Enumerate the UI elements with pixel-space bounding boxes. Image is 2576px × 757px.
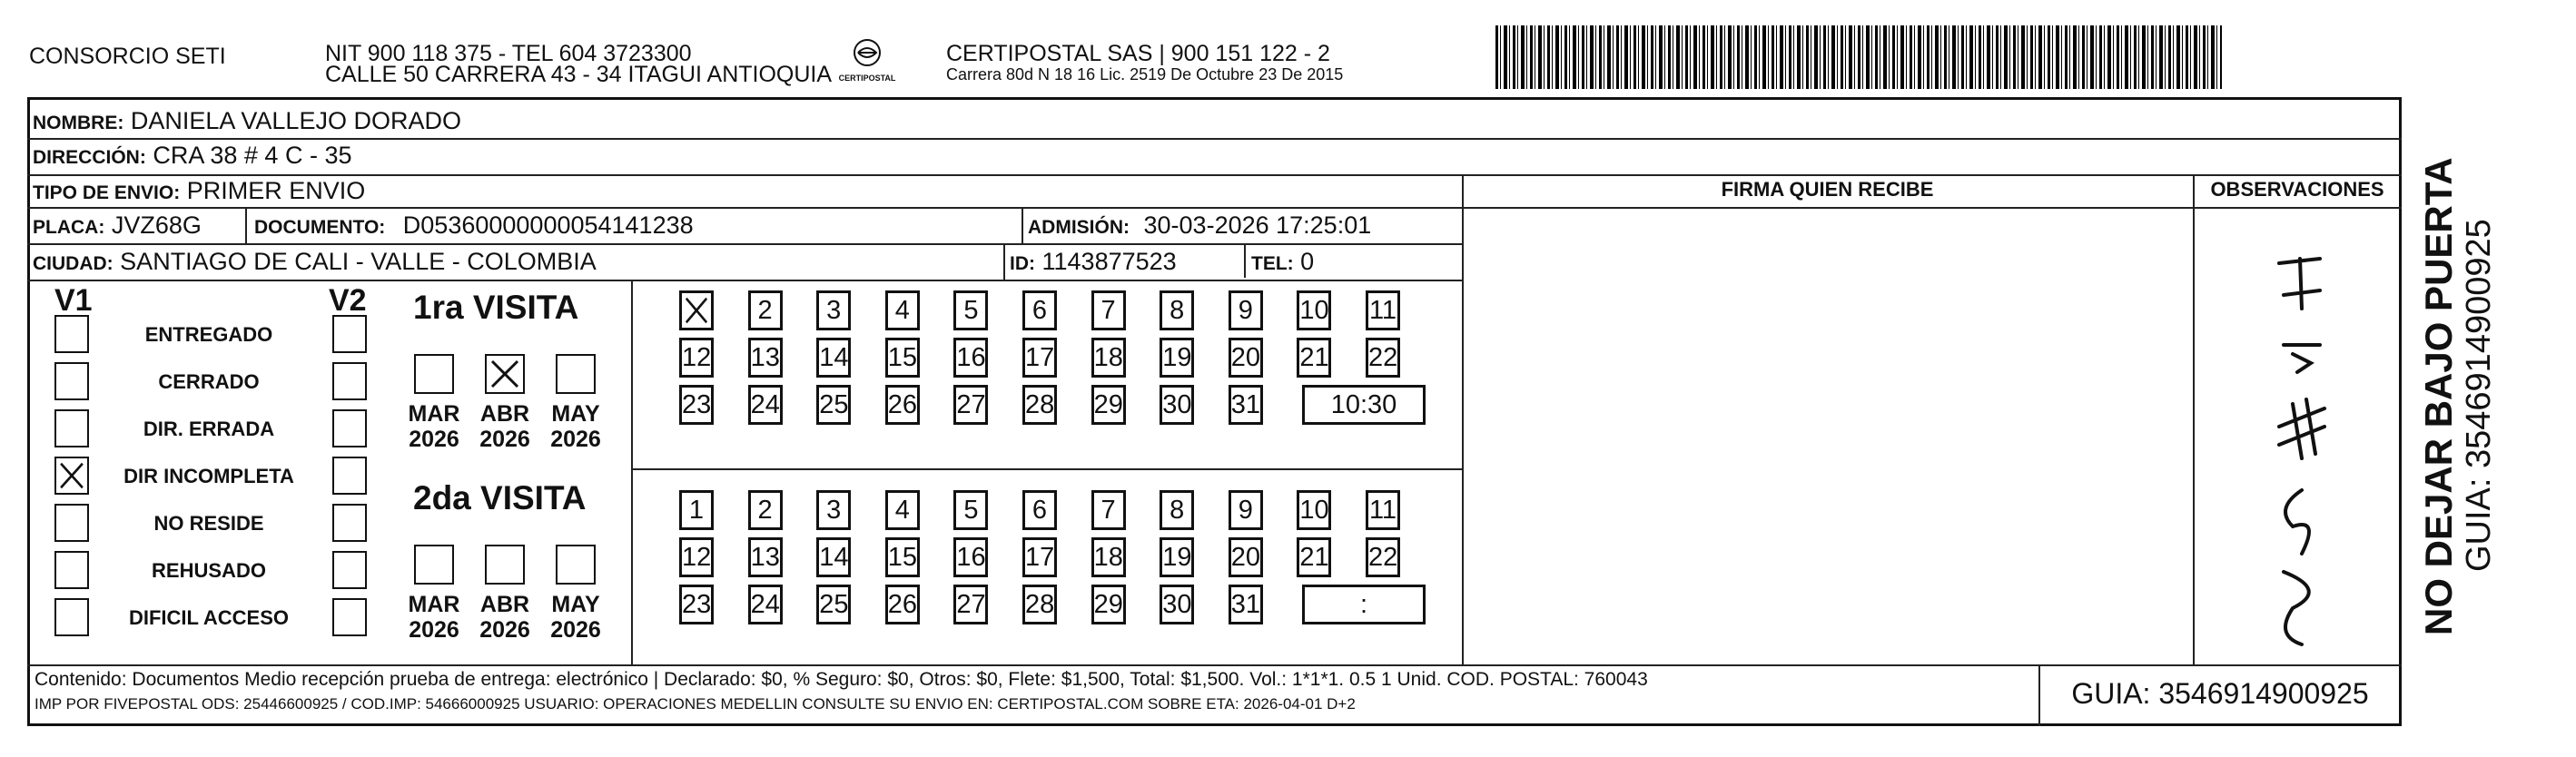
second-visit-day-8[interactable]: 8 (1160, 490, 1194, 530)
admision-label: ADMISIÓN: (1028, 217, 1130, 238)
v2-checkbox[interactable] (332, 504, 367, 542)
documento-label: DOCUMENTO: (254, 217, 386, 238)
imp-line: IMP POR FIVEPOSTAL ODS: 25446600925 / COD.IMP: 54666000925 USUARIO: OPERACIONES MEDELLIN CONSULTE SU ENVIO EN: CERTIPOSTAL.COM SOBRE ETA: 2026-04-01 D+2 (35, 695, 1356, 713)
placa-row (33, 209, 202, 244)
certipostal-logo (831, 38, 903, 93)
first-visit-day-29[interactable]: 29 (1091, 385, 1126, 425)
second-visit-day-22[interactable]: 22 (1366, 537, 1400, 577)
second-visit-day-23[interactable]: 23 (679, 585, 714, 624)
tel-label: TEL: (1251, 253, 1294, 274)
side-text (2415, 118, 2524, 635)
second-visit-day-13[interactable]: 13 (748, 537, 783, 577)
first-visit-day-27[interactable]: 27 (953, 385, 988, 425)
direccion-label: DIRECCIÓN: (33, 147, 146, 168)
first-visit-day-21[interactable]: 21 (1297, 338, 1331, 378)
second-visit-day-30[interactable]: 30 (1160, 585, 1194, 624)
v2-checkbox[interactable] (332, 409, 367, 447)
second-visit-day-6[interactable]: 6 (1022, 490, 1057, 530)
check-x-icon (56, 458, 87, 493)
logo-text: CERTIPOSTAL (838, 74, 896, 83)
id-label: ID: (1010, 253, 1035, 274)
v2-checkbox[interactable] (332, 457, 367, 495)
tipo-value: PRIMER ENVIO (186, 177, 366, 204)
second-visit-day-31[interactable]: 31 (1229, 585, 1263, 624)
license-line: Carrera 80d N 18 16 Lic. 2519 De Octubre 23 De 2015 (946, 65, 1344, 84)
second-visit-day-10[interactable]: 10 (1297, 490, 1331, 530)
first-visit-day-1[interactable] (679, 290, 714, 330)
first-visit-month-label: MAR (408, 401, 460, 427)
second-visit-day-27[interactable]: 27 (953, 585, 988, 624)
first-visit-day-6[interactable]: 6 (1022, 290, 1057, 330)
first-visit-month-label: ABR (479, 401, 530, 427)
tipo-row (33, 174, 365, 210)
v1-checkbox[interactable] (54, 409, 89, 447)
v2-checkbox[interactable] (332, 362, 367, 400)
tel-row (1251, 245, 1314, 280)
first-visit-day-13[interactable]: 13 (748, 338, 783, 378)
admision-value: 30-03-2026 17:25:01 (1143, 211, 1372, 239)
nombre-value: DANIELA VALLEJO DORADO (130, 107, 461, 134)
status-label: CERRADO (158, 370, 260, 393)
handwritten-observation (2193, 209, 2402, 663)
v1-checkbox[interactable] (54, 551, 89, 589)
v2-label: V2 (329, 283, 367, 318)
second-visit-month-box[interactable] (414, 545, 454, 585)
address-line: CALLE 50 CARRERA 43 - 34 ITAGUI ANTIOQUIA (325, 62, 833, 87)
first-visit-day-31[interactable]: 31 (1229, 385, 1263, 425)
first-visit-day-11[interactable]: 11 (1366, 290, 1400, 330)
second-visit-day-26[interactable]: 26 (885, 585, 920, 624)
second-visit-month-box[interactable] (485, 545, 525, 585)
first-visit-day-19[interactable]: 19 (1160, 338, 1194, 378)
second-visit-day-19[interactable]: 19 (1160, 537, 1194, 577)
first-visit-day-3[interactable]: 3 (816, 290, 851, 330)
first-visit-year-label: 2026 (479, 427, 530, 452)
second-visit-day-15[interactable]: 15 (885, 537, 920, 577)
first-visit-day-5[interactable]: 5 (953, 290, 988, 330)
second-visit-month-label: ABR (479, 592, 530, 617)
ciudad-label: CIUDAD: (33, 253, 114, 274)
tel-value: 0 (1300, 248, 1315, 275)
second-visit-day-5[interactable]: 5 (953, 490, 988, 530)
v1-checkbox[interactable] (54, 504, 89, 542)
status-label: DIR INCOMPLETA (123, 465, 294, 487)
check-x-icon (682, 293, 711, 328)
first-visit-day-4[interactable]: 4 (885, 290, 920, 330)
footer-guia: GUIA: 3546914900925 (2071, 677, 2369, 710)
v2-checkbox[interactable] (332, 551, 367, 589)
admision-row (1028, 209, 1371, 244)
documento-row (254, 209, 694, 244)
first-visit-day-15[interactable]: 15 (885, 338, 920, 378)
first-visit-day-18[interactable]: 18 (1091, 338, 1126, 378)
second-visit-day-24[interactable]: 24 (748, 585, 783, 624)
second-visit-time-box[interactable]: : (1302, 585, 1426, 624)
first-visit-day-12[interactable]: 12 (679, 338, 714, 378)
first-visit-month-box[interactable] (556, 354, 596, 394)
second-visit-month-box[interactable] (556, 545, 596, 585)
first-visit-day-20[interactable]: 20 (1229, 338, 1263, 378)
v1-checkbox[interactable] (54, 598, 89, 636)
placa-label: PLACA: (33, 217, 105, 238)
second-visit-year-label: 2026 (479, 617, 530, 643)
second-visit-day-7[interactable]: 7 (1091, 490, 1126, 530)
second-visit-day-25[interactable]: 25 (816, 585, 851, 624)
first-visit-year-label: 2026 (550, 427, 601, 452)
certipostal-line: CERTIPOSTAL SAS | 900 151 122 - 2 (946, 41, 1330, 66)
first-visit-day-25[interactable]: 25 (816, 385, 851, 425)
first-visit-day-16[interactable]: 16 (953, 338, 988, 378)
second-visit-day-2[interactable]: 2 (748, 490, 783, 530)
first-visit-month-box[interactable] (414, 354, 454, 394)
v1-label: V1 (54, 283, 93, 318)
v1-checkbox[interactable] (54, 457, 89, 495)
first-visit-day-17[interactable]: 17 (1022, 338, 1057, 378)
first-visit-day-30[interactable]: 30 (1160, 385, 1194, 425)
v2-checkbox[interactable] (332, 315, 367, 353)
ciudad-row (33, 245, 597, 280)
status-label: NO RESIDE (153, 512, 264, 535)
first-visit-day-24[interactable]: 24 (748, 385, 783, 425)
barcode (1495, 25, 2222, 89)
signature-area (1464, 209, 2192, 663)
check-x-icon (487, 356, 523, 392)
second-visit-month-label: MAR (408, 592, 460, 617)
direccion-row (33, 139, 351, 174)
nombre-label: NOMBRE: (33, 113, 124, 133)
v1-checkbox[interactable] (54, 362, 89, 400)
nombre-row (33, 104, 461, 140)
second-visit-day-28[interactable]: 28 (1022, 585, 1057, 624)
second-visit-month-label: MAY (551, 592, 600, 617)
second-visit-day-1[interactable]: 1 (679, 490, 714, 530)
v2-checkbox[interactable] (332, 598, 367, 636)
company-name: CONSORCIO SETI (29, 44, 226, 69)
first-visit-title: 1ra VISITA (413, 289, 579, 326)
second-visit-day-12[interactable]: 12 (679, 537, 714, 577)
side-guia-text: GUIA: 3546914900925 (2460, 219, 2498, 572)
second-visit-day-18[interactable]: 18 (1091, 537, 1126, 577)
first-visit-day-14[interactable]: 14 (816, 338, 851, 378)
second-visit-day-11[interactable]: 11 (1366, 490, 1400, 530)
second-visit-day-16[interactable]: 16 (953, 537, 988, 577)
v1-checkbox[interactable] (54, 315, 89, 353)
placa-value: JVZ68G (111, 211, 202, 239)
tipo-label: TIPO DE ENVIO: (33, 182, 181, 203)
second-visit-year-label: 2026 (550, 617, 601, 643)
logo-emblem-icon (849, 38, 885, 69)
first-visit-day-28[interactable]: 28 (1022, 385, 1057, 425)
second-visit-day-21[interactable]: 21 (1297, 537, 1331, 577)
first-visit-day-10[interactable]: 10 (1297, 290, 1331, 330)
status-label: DIFICIL ACCESO (128, 606, 289, 629)
direccion-value: CRA 38 # 4 C - 35 (153, 142, 352, 169)
first-visit-month-box[interactable] (485, 354, 525, 394)
second-visit-day-9[interactable]: 9 (1229, 490, 1263, 530)
status-label: DIR. ERRADA (143, 418, 275, 440)
second-visit-day-29[interactable]: 29 (1091, 585, 1126, 624)
second-visit-title: 2da VISITA (413, 479, 587, 516)
status-label: ENTREGADO (144, 323, 273, 346)
first-visit-year-label: 2026 (409, 427, 459, 452)
no-dejar-text: NO DEJAR BAJO PUERTA (2417, 157, 2460, 635)
nit-line: NIT 900 118 375 - TEL 604 3723300 (325, 41, 692, 66)
first-visit-month-label: MAY (551, 401, 600, 427)
second-visit-day-20[interactable]: 20 (1229, 537, 1263, 577)
first-visit-time-box[interactable]: 10:30 (1302, 385, 1426, 425)
observaciones-header: OBSERVACIONES (2210, 178, 2384, 201)
second-visit-day-4[interactable]: 4 (885, 490, 920, 530)
ciudad-value: SANTIAGO DE CALI - VALLE - COLOMBIA (120, 248, 597, 275)
second-visit-year-label: 2026 (409, 617, 459, 643)
documento-value: D05360000000054141238 (402, 211, 694, 239)
first-visit-day-26[interactable]: 26 (885, 385, 920, 425)
second-visit-day-3[interactable]: 3 (816, 490, 851, 530)
contenido-line: Contenido: Documentos Medio recepción prueba de entrega: electrónico | Declarado: $0, % Seguro: $0, Otros: $0, Flete: $1,500, Total: $1,500. Vol.: 1*1*1. 0.5 1 Unid. COD. POSTAL: 760043 (35, 669, 1648, 690)
firma-header: FIRMA QUIEN RECIBE (1721, 178, 1934, 201)
first-visit-day-23[interactable]: 23 (679, 385, 714, 425)
second-visit-day-14[interactable]: 14 (816, 537, 851, 577)
second-visit-day-17[interactable]: 17 (1022, 537, 1057, 577)
status-label: REHUSADO (152, 559, 266, 582)
first-visit-day-2[interactable]: 2 (748, 290, 783, 330)
first-visit-day-7[interactable]: 7 (1091, 290, 1126, 330)
first-visit-day-8[interactable]: 8 (1160, 290, 1194, 330)
first-visit-day-22[interactable]: 22 (1366, 338, 1400, 378)
id-value: 1143877523 (1041, 248, 1177, 275)
id-row (1010, 245, 1177, 280)
first-visit-day-9[interactable]: 9 (1229, 290, 1263, 330)
